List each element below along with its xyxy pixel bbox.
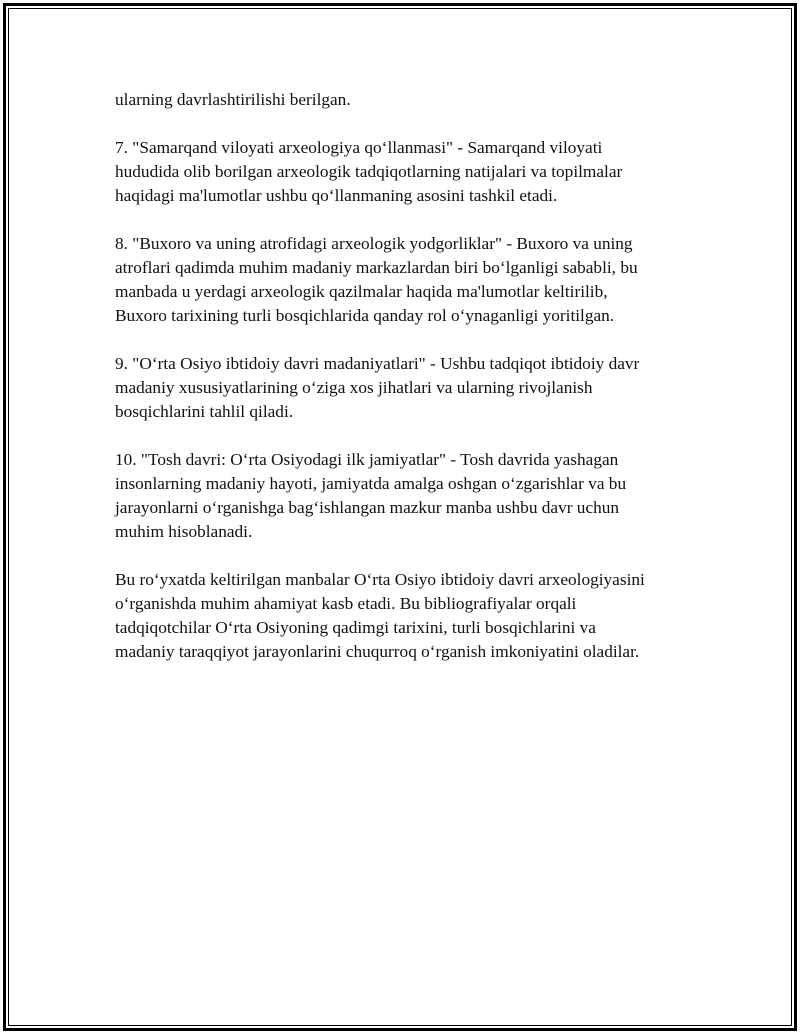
paragraph-conclusion: Bu ro‘yxatda keltirilgan manbalar O‘rta Osiyo ibtidoiy davri arxeologiyasini o‘rganishda muhim ahamiyat kasb etadi. Bu bibliografiyalar orqali tadqiqotchilar O‘rta Osiyoning qadimgi tarixini, turli bosqichlarini va madaniy taraqqiyot jarayonlarini chuqurroq o‘rganish imkoniyatini oladilar. [115,570,645,661]
document-body [115,88,705,688]
paragraph-item-7: 7. "Samarqand viloyati arxeologiya qo‘llanmasi" - Samarqand viloyati hududida olib borilgan arxeologik tadqiqotlarning natijalari va topilmalar haqidagi ma'lumotlar ushbu qo‘llanmaning asosini tashkil etadi. [115,138,623,205]
paragraph-continuation: ularning davrlashtirilishi berilgan. [115,90,351,109]
paragraph-item-8: 8. "Buxoro va uning atrofidagi arxeologik yodgorliklar" - Buxoro va uning atroflari qadimda muhim madaniy markazlardan biri bo‘lganligi sababli, bu manbada u yerdagi arxeologik qazilmalar haqida ma'lumotlar keltirilib, Buxoro tarixining turli bosqichlarida qanday rol o‘ynaganligi yoritilgan. [115,234,638,325]
paragraph-item-9: 9. "O‘rta Osiyo ibtidoiy davri madaniyatlari" - Ushbu tadqiqot ibtidoiy davr madaniy xususiyatlarining o‘ziga xos jihatlari va ularning rivojlanish bosqichlarini tahlil qiladi. [115,354,640,421]
paragraph-item-10: 10. "Tosh davri: O‘rta Osiyodagi ilk jamiyatlar" - Tosh davrida yashagan insonlarning madaniy hayoti, jamiyatda amalga oshgan o‘zgarishlar va bu jarayonlarni o‘rganishga bag‘ishlangan mazkur manba ushbu davr uchun muhim hisoblanadi. [115,450,627,541]
